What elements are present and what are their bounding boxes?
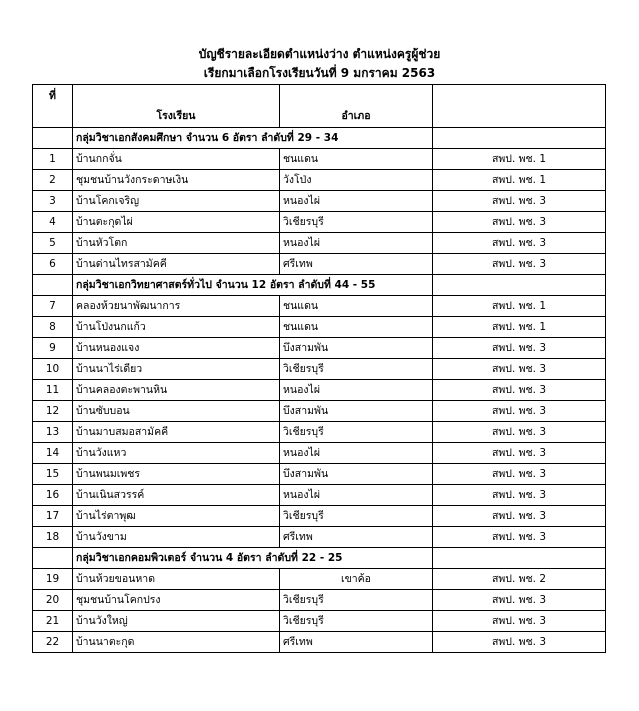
table-row [33,611,606,632]
office-name: สพป. พช. 1 [433,317,606,338]
office-name: สพป. พช. 2 [433,569,606,590]
table-row [33,527,606,548]
school-name: บ้านซับบอน [73,401,280,422]
office-name: สพป. พช. 1 [433,296,606,317]
group-no-cell [33,275,73,296]
group-title: กลุ่มวิชาเอกวิทยาศาสตร์ทั่วไป จำนวน 12 อัตรา ลำดับที่ 44 - 55 [73,275,433,296]
table-row [33,254,606,275]
group-header-row [33,128,606,149]
district-name: เขาค้อ [280,569,433,590]
row-number: 11 [33,380,73,401]
school-name: บ้านไร่ตาพุฒ [73,506,280,527]
table-row [33,191,606,212]
table-row [33,359,606,380]
table-row [33,149,606,170]
table-row [33,485,606,506]
row-number: 2 [33,170,73,191]
group-header-row [33,548,606,569]
school-name: บ้านวังใหญ่ [73,611,280,632]
school-name: บ้านคลองตะพานหิน [73,380,280,401]
district-name: บึงสามพัน [280,338,433,359]
row-number: 14 [33,443,73,464]
district-name: ศรีเทพ [280,254,433,275]
row-number: 4 [33,212,73,233]
table-body [33,128,606,653]
district-name: วิเชียรบุรี [280,359,433,380]
table-row [33,233,606,254]
group-no-cell [33,548,73,569]
school-name: ชุมชนบ้านวังกระดาษเงิน [73,170,280,191]
row-number: 22 [33,632,73,653]
header-district: อำเภอ [280,85,433,128]
office-name: สพป. พช. 3 [433,359,606,380]
district-name: ชนแดน [280,149,433,170]
school-name: บ้านด่านไทรสามัคคี [73,254,280,275]
group-office-cell [433,128,606,149]
row-number: 21 [33,611,73,632]
district-name: ชนแดน [280,317,433,338]
school-name: บ้านหนองแจง [73,338,280,359]
school-name: บ้านวังขาม [73,527,280,548]
office-name: สพป. พช. 3 [433,191,606,212]
row-number: 12 [33,401,73,422]
district-name: วิเชียรบุรี [280,212,433,233]
school-name: บ้านห้วยขอนหาด [73,569,280,590]
school-name: คลองห้วยนาพัฒนาการ [73,296,280,317]
group-title: กลุ่มวิชาเอกสังคมศึกษา จำนวน 6 อัตรา ลำดับที่ 29 - 34 [73,128,433,149]
office-name: สพป. พช. 3 [433,590,606,611]
table-row [33,464,606,485]
office-name: สพป. พช. 3 [433,443,606,464]
group-no-cell [33,128,73,149]
table-row [33,296,606,317]
district-name: วังโป่ง [280,170,433,191]
header-no: ที่ [33,85,73,128]
district-name: วิเชียรบุรี [280,611,433,632]
group-office-cell [433,548,606,569]
district-name: บึงสามพัน [280,464,433,485]
row-number: 6 [33,254,73,275]
table-row [33,170,606,191]
table-row [33,380,606,401]
school-name: บ้านนาตะกุด [73,632,280,653]
district-name: หนองไผ่ [280,233,433,254]
district-name: บึงสามพัน [280,401,433,422]
group-office-cell [433,275,606,296]
vacancy-table [32,84,606,653]
district-name: วิเชียรบุรี [280,506,433,527]
district-name: หนองไผ่ [280,191,433,212]
row-number: 19 [33,569,73,590]
row-number: 3 [33,191,73,212]
table-row [33,401,606,422]
table-row [33,506,606,527]
district-name: วิเชียรบุรี [280,422,433,443]
school-name: บ้านพนมเพชร [73,464,280,485]
office-name: สพป. พช. 3 [433,632,606,653]
row-number: 20 [33,590,73,611]
district-name: ศรีเทพ [280,527,433,548]
table-header-row [33,85,606,128]
document-title: บัญชีรายละเอียดตำแหน่งว่าง ตำแหน่งครูผู้ช่วย [198,47,441,61]
office-name: สพป. พช. 3 [433,464,606,485]
table-row [33,569,606,590]
row-number: 17 [33,506,73,527]
table-row [33,212,606,233]
school-name: บ้านโป่งนกแก้ว [73,317,280,338]
table-row [33,422,606,443]
table-row [33,632,606,653]
office-name: สพป. พช. 3 [433,611,606,632]
district-name: หนองไผ่ [280,380,433,401]
office-name: สพป. พช. 3 [433,254,606,275]
header-office [433,85,606,128]
row-number: 1 [33,149,73,170]
office-name: สพป. พช. 3 [433,527,606,548]
table-row [33,590,606,611]
school-name: บ้านวังแหว [73,443,280,464]
office-name: สพป. พช. 3 [433,380,606,401]
row-number: 10 [33,359,73,380]
office-name: สพป. พช. 3 [433,422,606,443]
group-title: กลุ่มวิชาเอกคอมพิวเตอร์ จำนวน 4 อัตรา ลำดับที่ 22 - 25 [73,548,433,569]
office-name: สพป. พช. 3 [433,506,606,527]
school-name: บ้านเนินสวรรค์ [73,485,280,506]
table-row [33,338,606,359]
district-name: ศรีเทพ [280,632,433,653]
school-name: บ้านโคกเจริญ [73,191,280,212]
row-number: 5 [33,233,73,254]
group-header-row [33,275,606,296]
row-number: 9 [33,338,73,359]
school-name: บ้านหัวโตก [73,233,280,254]
school-name: ชุมชนบ้านโคกปรง [73,590,280,611]
row-number: 13 [33,422,73,443]
row-number: 16 [33,485,73,506]
row-number: 15 [33,464,73,485]
row-number: 7 [33,296,73,317]
district-name: วิเชียรบุรี [280,590,433,611]
table-row [33,443,606,464]
office-name: สพป. พช. 3 [433,212,606,233]
school-name: บ้านตะกุดไผ่ [73,212,280,233]
row-number: 18 [33,527,73,548]
office-name: สพป. พช. 1 [433,170,606,191]
document-subtitle: เรียกมาเลือกโรงเรียนวันที่ 9 มกราคม 2563 [203,66,436,80]
school-name: บ้านมาบสมอสามัคคี [73,422,280,443]
office-name: สพป. พช. 3 [433,233,606,254]
office-name: สพป. พช. 3 [433,485,606,506]
office-name: สพป. พช. 1 [433,149,606,170]
office-name: สพป. พช. 3 [433,338,606,359]
table-row [33,317,606,338]
header-school: โรงเรียน [73,85,280,128]
district-name: หนองไผ่ [280,485,433,506]
district-name: หนองไผ่ [280,443,433,464]
district-name: ชนแดน [280,296,433,317]
office-name: สพป. พช. 3 [433,401,606,422]
school-name: บ้านกกจั่น [73,149,280,170]
row-number: 8 [33,317,73,338]
school-name: บ้านนาไร่เดียว [73,359,280,380]
